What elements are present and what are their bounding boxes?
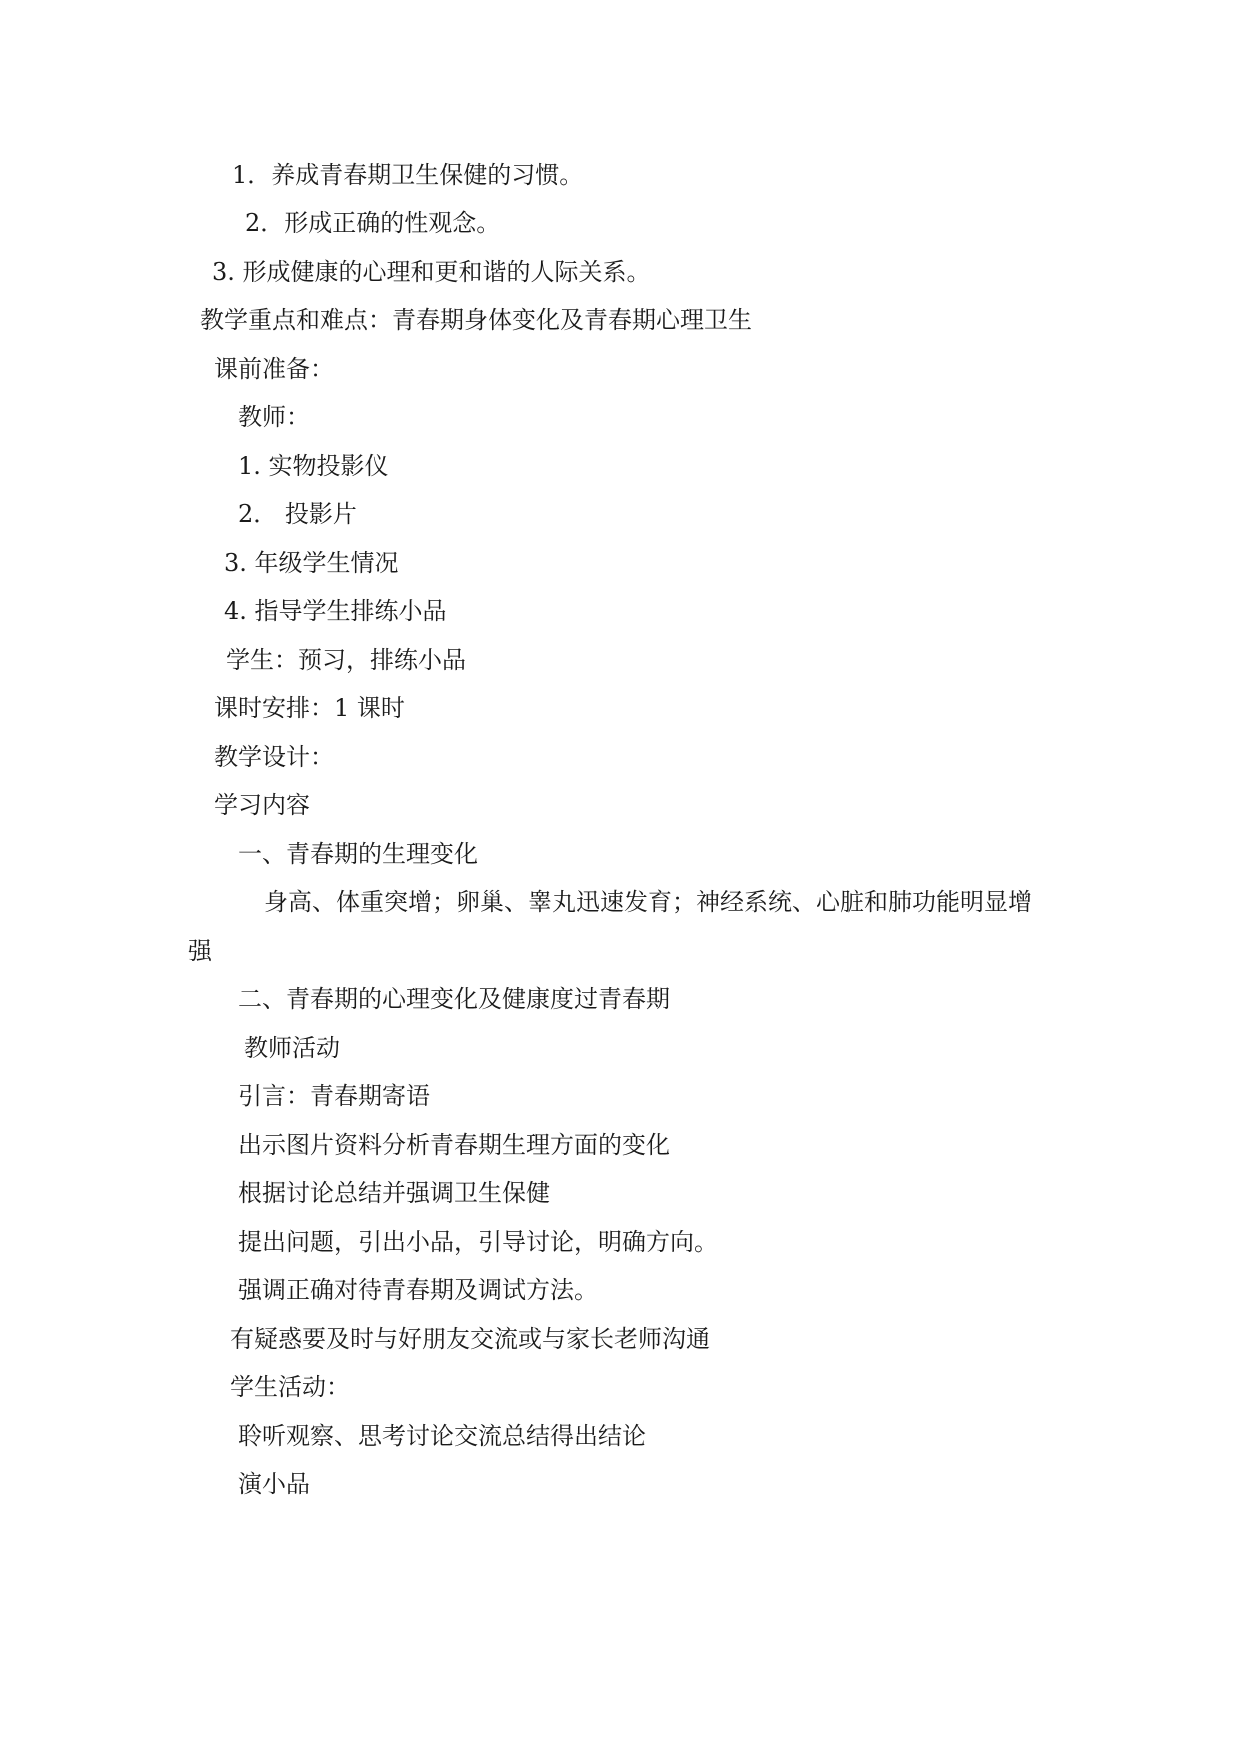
teacher-activity-5: 强调正确对待青春期及调试方法。 [238,1276,598,1304]
teacher-activity-6: 有疑惑要及时与好朋友交流或与家长老师沟通 [230,1325,710,1353]
section-1-body: 身高、体重突增；卵巢、睾丸迅速发育；神经系统、心脏和肺功能明显增 [264,888,1032,916]
teacher-activity-heading: 教师活动 [244,1034,340,1062]
content-heading: 学习内容 [214,791,310,819]
section-2-heading: 二、青春期的心理变化及健康度过青春期 [238,985,670,1013]
goal-2: 2．形成正确的性观念。 [245,209,501,237]
prep-item-4: 4. 指导学生排练小品 [224,597,447,625]
key-points: 教学重点和难点：青春期身体变化及青春期心理卫生 [200,306,752,334]
teacher-activity-2: 出示图片资料分析青春期生理方面的变化 [238,1131,670,1159]
goal-3: 3. 形成健康的心理和更和谐的人际关系。 [212,258,651,286]
student-prep: 学生：预习，排练小品 [226,646,466,674]
student-activity-1: 聆听观察、思考讨论交流总结得出结论 [238,1422,646,1450]
prep-item-3: 3. 年级学生情况 [224,549,399,577]
prep-heading: 课前准备： [214,355,334,383]
section-1-body-wrap: 强 [188,937,212,965]
teacher-activity-1: 引言：青春期寄语 [238,1082,430,1110]
class-hours: 课时安排：1 课时 [214,694,405,722]
prep-item-2: 2． 投影片 [238,500,357,528]
student-activity-heading: 学生活动： [230,1373,350,1401]
section-1-heading: 一、青春期的生理变化 [238,840,478,868]
teacher-heading: 教师： [238,403,310,431]
teacher-activity-3: 根据讨论总结并强调卫生保健 [238,1179,550,1207]
design-heading: 教学设计： [214,743,334,771]
student-activity-2: 演小品 [238,1470,310,1498]
prep-item-1: 1. 实物投影仪 [238,452,389,480]
goal-1: 1．养成青春期卫生保健的习惯。 [232,161,584,189]
teacher-activity-4: 提出问题，引出小品，引导讨论，明确方向。 [238,1228,718,1256]
